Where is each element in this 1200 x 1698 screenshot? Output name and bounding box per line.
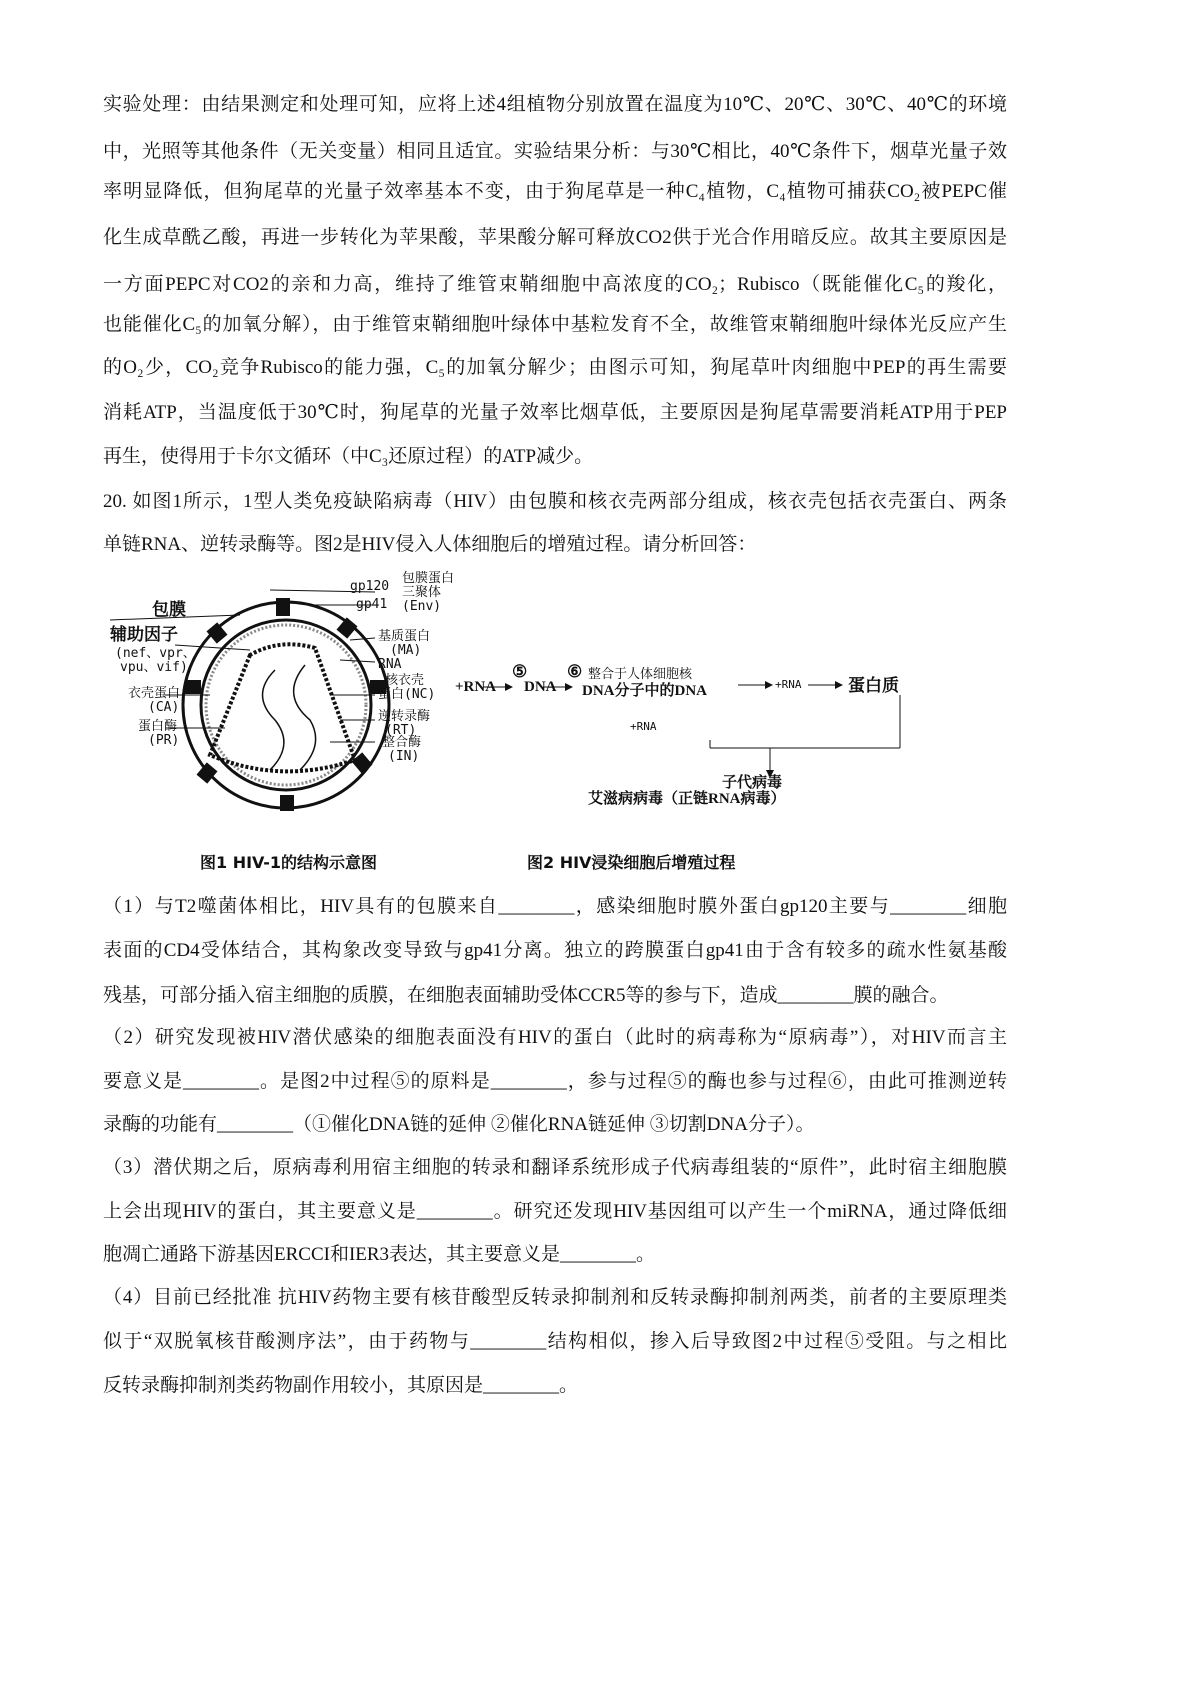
label-rt-abbr: (RT): [385, 723, 417, 738]
flow-start-rna: +RNA: [455, 679, 497, 695]
text-line: 一方面PEPC对CO2的亲和力高，维持了维管束鞘细胞中高浓度的CO₂；Rubisco（既能催化C₅的羧化，: [103, 274, 1007, 295]
text-line: 中，光照等其他条件（无关变量）相同且适宜。实验结果分析：与30℃相比，40℃条件下，烟草光量子效: [103, 141, 1007, 162]
text-line: 反转录酶抑制剂类药物副作用较小，其原因是________。: [103, 1375, 579, 1396]
label-gp120: gp120: [350, 579, 390, 594]
label-in: 整合酶: [382, 735, 422, 750]
figure-1-caption: 图1 HIV-1的结构示意图: [200, 853, 378, 872]
text-line: 再生，使得用于卡尔文循环（中C₃还原过程）的ATP减少。: [103, 446, 594, 467]
label-env-protein: 包膜蛋白: [402, 571, 455, 586]
text-line: 的O₂少，CO₂竞争Rubisco的能力强，C₅的加氧分解少；由图示可知，狗尾草叶肉细胞中PEP的再生需要: [103, 357, 1007, 378]
label-rt: 逆转录酶: [378, 709, 431, 724]
label-ma-abbr: (MA): [390, 643, 422, 658]
text-line: 单链RNA、逆转录酶等。图2是HIV侵入人体细胞后的增殖过程。请分析回答：: [103, 534, 757, 555]
flow-rna-3: +RNA: [630, 720, 657, 733]
text-line: 也能催化C₅的加氧分解），由于维管束鞘细胞叶绿体中基粒发育不全，故维管束鞘细胞叶绿体光反应产生: [103, 314, 1007, 335]
text-line: 胞凋亡通路下游基因ERCCI和IER3表达，其主要意义是________。: [103, 1244, 656, 1265]
flow-progeny: 子代病毒: [722, 775, 783, 791]
label-rna: RNA: [378, 657, 402, 672]
text-line: （2）研究发现被HIV潜伏感染的细胞表面没有HIV的蛋白（此时的病毒称为“原病毒”），对HIV而言主: [103, 1027, 1007, 1048]
label-nc1: 核衣壳: [385, 673, 425, 688]
step-5-marker: ⑤: [512, 662, 528, 681]
label-aux-list2: vpu、vif): [120, 660, 188, 675]
text-line: 录酶的功能有________（①催化DNA链的延伸 ②催化RNA链延伸 ③切割DNA分子）。: [103, 1114, 815, 1135]
label-ma: 基质蛋白: [378, 629, 431, 644]
flow-protein: 蛋白质: [848, 676, 899, 695]
label-pr: 蛋白酶: [138, 719, 178, 734]
text-line: 要意义是________。是图2中过程⑤的原料是________，参与过程⑤的酶也参与过程⑥，由此可推测逆转: [103, 1071, 1007, 1092]
flow-rna-2: +RNA: [775, 678, 802, 691]
text-line: 20. 如图1所示，1型人类免疫缺陷病毒（HIV）由包膜和核衣壳两部分组成，核衣壳包括衣壳蛋白、两条: [103, 491, 1007, 512]
label-ca: 衣壳蛋白: [128, 686, 181, 701]
flow-integrated-dna: DNA分子中的DNA: [582, 683, 707, 699]
label-ca-abbr: (CA): [148, 700, 180, 715]
label-nc2: 蛋白(NC): [378, 687, 436, 702]
label-env: (Env): [402, 599, 442, 614]
text-line: 残基，可部分插入宿主细胞的质膜，在细胞表面辅助受体CCR5等的参与下，造成________膜的融合。: [103, 985, 949, 1006]
step-6-marker: ⑥: [567, 662, 583, 681]
text-line: 化生成草酰乙酸，再进一步转化为苹果酸，苹果酸分解可释放CO2供于光合作用暗反应。故其主要原因是: [103, 227, 1007, 248]
flow-integration: 整合于人体细胞核: [588, 667, 693, 682]
label-gp41: gp41: [356, 597, 388, 612]
label-aux-list1: (nef、vpr、: [115, 646, 196, 661]
text-line: 表面的CD4受体结合，其构象改变导致与gp41分离。独立的跨膜蛋白gp41由于含有较多的疏水性氨基酸: [103, 940, 1007, 961]
label-trimer: 三聚体: [402, 585, 442, 600]
label-pr-abbr: (PR): [148, 733, 180, 748]
flow-dna: DNA: [524, 679, 557, 695]
figure-2-caption: 图2 HIV浸染细胞后增殖过程: [527, 853, 736, 872]
text-line: 消耗ATP，当温度低于30℃时，狗尾草的光量子效率比烟草低，主要原因是狗尾草需要消耗ATP用于PEP: [103, 402, 1007, 423]
text-line: （3）潜伏期之后，原病毒利用宿主细胞的转录和翻译系统形成子代病毒组装的“原件”，此时宿主细胞膜: [103, 1157, 1007, 1178]
label-envelope: 包膜: [152, 600, 186, 619]
text-line: （1）与T2噬菌体相比，HIV具有的包膜来自________，感染细胞时膜外蛋白gp120主要与________细胞: [103, 896, 1007, 917]
label-aux-factor: 辅助因子: [110, 625, 178, 644]
text-line: 实验处理：由结果测定和处理可知，应将上述4组植物分别放置在温度为10℃、20℃、30℃、40℃的环境: [103, 94, 1007, 115]
figure-1-hiv-structure: [110, 570, 950, 820]
label-in-abbr: (IN): [388, 749, 420, 764]
text-line: 率明显降低，但狗尾草的光量子效率基本不变，由于狗尾草是一种C₄植物，C₄植物可捕获CO₂被PEPC催: [103, 181, 1007, 202]
text-line: 似于“双脱氧核苷酸测序法”，由于药物与________结构相似，掺入后导致图2中过程⑤受阻。与之相比: [103, 1331, 1007, 1352]
text-line: （4）目前已经批准 抗HIV药物主要有核苷酸型反转录抑制剂和反转录酶抑制剂两类，前者的主要原理类: [103, 1287, 1007, 1308]
flow-aids-virus: 艾滋病病毒（正链RNA病毒）: [588, 791, 786, 807]
text-line: 上会出现HIV的蛋白，其主要意义是________。研究还发现HIV基因组可以产生一个miRNA，通过降低细: [103, 1201, 1007, 1222]
